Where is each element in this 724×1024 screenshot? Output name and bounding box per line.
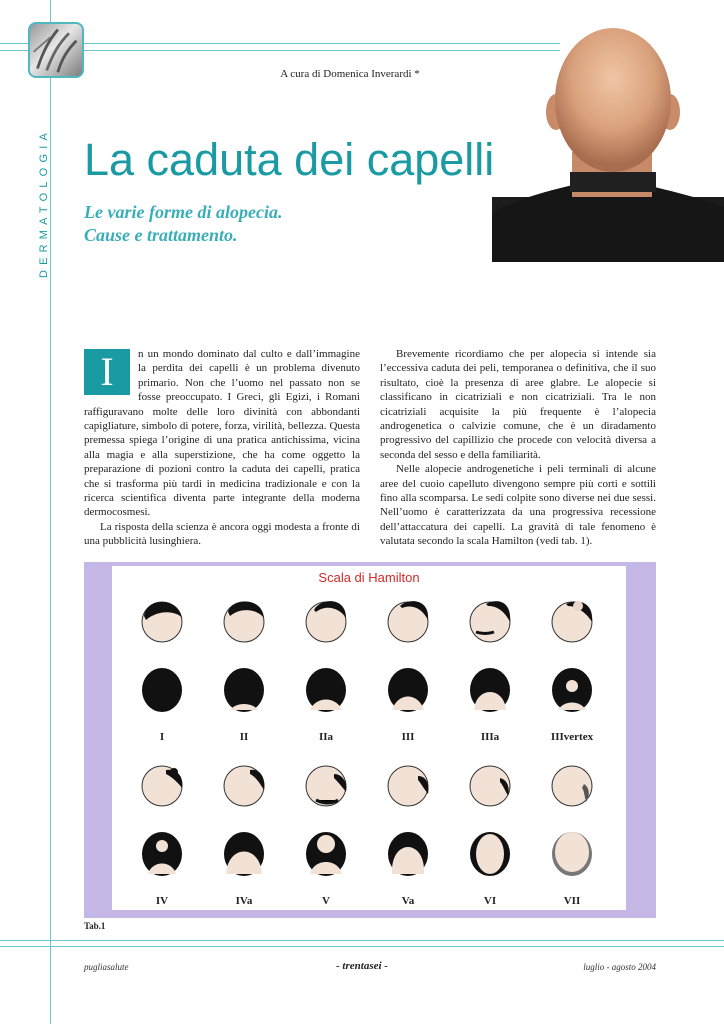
stage-III-profile	[388, 601, 428, 642]
hamilton-scale-illustration	[120, 590, 618, 910]
stage-V-top	[306, 832, 346, 876]
footer-page-number: - trentasei -	[336, 960, 388, 972]
top-rule-2	[0, 50, 560, 51]
footer-issue-date: luglio - agosto 2004	[583, 962, 656, 972]
article-paragraph	[84, 347, 360, 520]
stage-label: VII	[563, 895, 581, 907]
stage-IV-top	[142, 832, 182, 876]
stage-VI-top	[470, 832, 510, 876]
stage-label: IIa	[318, 731, 334, 743]
stage-label: VI	[483, 895, 497, 907]
stage-VI-profile	[470, 766, 510, 806]
hair-texture-icon	[30, 24, 82, 76]
subtitle	[84, 201, 404, 247]
stage-I-profile	[142, 602, 182, 642]
footer-publication: pugliasalute	[84, 962, 129, 972]
bald-head-illustration	[492, 12, 724, 262]
stage-IIa-profile	[306, 601, 346, 642]
stage-label: IIIa	[480, 731, 500, 743]
stage-II-profile	[224, 601, 264, 642]
article-left-column	[84, 347, 360, 549]
bald-man-photo	[492, 12, 724, 262]
stage-label: IIIvertex	[550, 731, 594, 743]
stage-IIIvertex-top	[552, 668, 592, 712]
stage-label: IV	[155, 895, 169, 907]
stage-label: Va	[401, 895, 415, 907]
top-rule-1	[0, 43, 560, 44]
section-label-text: DERMATOLOGIA	[38, 128, 50, 279]
stage-label: II	[239, 731, 249, 743]
stage-label: V	[322, 895, 330, 907]
stage-IVa-top	[224, 832, 264, 876]
footer-rule-1	[0, 940, 724, 941]
article-right-column	[380, 347, 656, 549]
stage-IIa-top	[306, 668, 346, 712]
subtitle-line-1: Le varie forme di alopecia.	[84, 202, 283, 222]
stage-IVa-profile	[224, 766, 264, 806]
article-paragraph: Brevemente ricordiamo che per alopecia si intende sia l’eccessiva caduta dei peli, temporanea o definitiva, che il suo risultato, cioè la presenza di aree glabre. Le alopecie si classificano in cicatriziali e non cicatriziali. Tra le non cicatriziali acquisite la più frequente è l’alopecia androgenetica o calvizie comune, che è un diradamento progressivo del capillizio che procede con velocità diversa a seconda del sesso e della familiarità.	[380, 348, 656, 461]
stage-IIIa-profile	[470, 601, 510, 642]
stage-IIIa-top	[470, 668, 510, 712]
figure-caption: Tab.1	[84, 921, 106, 931]
stage-V-profile	[306, 766, 346, 806]
figure-title: Scala di Hamilton	[318, 570, 420, 585]
footer-rule-2	[0, 946, 724, 947]
stage-VII-top	[552, 832, 592, 876]
stage-label: I	[159, 731, 165, 743]
stage-label: IVa	[235, 895, 253, 907]
stage-IV-profile	[142, 766, 182, 806]
author-line: A cura di Domenica Inverardi *	[280, 68, 420, 80]
drop-cap: I	[84, 349, 130, 395]
page-title: La caduta dei capelli	[84, 134, 495, 185]
section-label	[38, 128, 54, 298]
stage-Va-top	[388, 832, 428, 876]
stage-VII-profile	[552, 766, 592, 806]
stage-II-top	[224, 668, 264, 712]
section-logo-image	[28, 22, 84, 78]
stage-III-top	[388, 668, 428, 712]
stage-IIIvertex-profile	[552, 601, 592, 642]
stage-Va-profile	[388, 766, 429, 806]
stage-I-top	[142, 668, 182, 712]
subtitle-line-2: Cause e trattamento.	[84, 225, 238, 245]
article-paragraph: Nelle alopecie androgenetiche i peli terminali di alcune aree del cuoio capelluto divengono sempre più corti e sottili fino alla scomparsa. Le sedi colpite sono diverse nei due sessi. Nell’uomo è caratterizzata da una progressiva recessione dell’attaccatura dei capelli. La gravità di tale fenomeno è valutata secondo la scala Hamilton (vedi tab. 1).	[380, 463, 656, 548]
stage-label: III	[401, 731, 415, 743]
article-paragraph: La risposta della scienza è ancora oggi modesta a fronte di una pubblicità lusinghiera.	[84, 520, 360, 548]
paragraph-text: n un mondo dominato dal culto e dall’immagine la perdita dei capelli è un problema divenuto primario. Non che l’uomo nel passato non se fosse preoccupato. I Greci, gli Egizi, i Romani raffiguravano molte delle loro divinità con abbondanti capigliature, simbolo di potere, forza, virilità, bellezza. Questa premessa spiega l’origine di una pratica antichissima, vicina alla magia e alla superstizione, che ha come oggetto la preparazione di pozioni contro la caduta dei capelli, pratica che si trasforma più tardi in medicina tradizionale e con la ricerca scientifica diventa parte integrante della moderna dermocosmesi.	[84, 348, 360, 519]
